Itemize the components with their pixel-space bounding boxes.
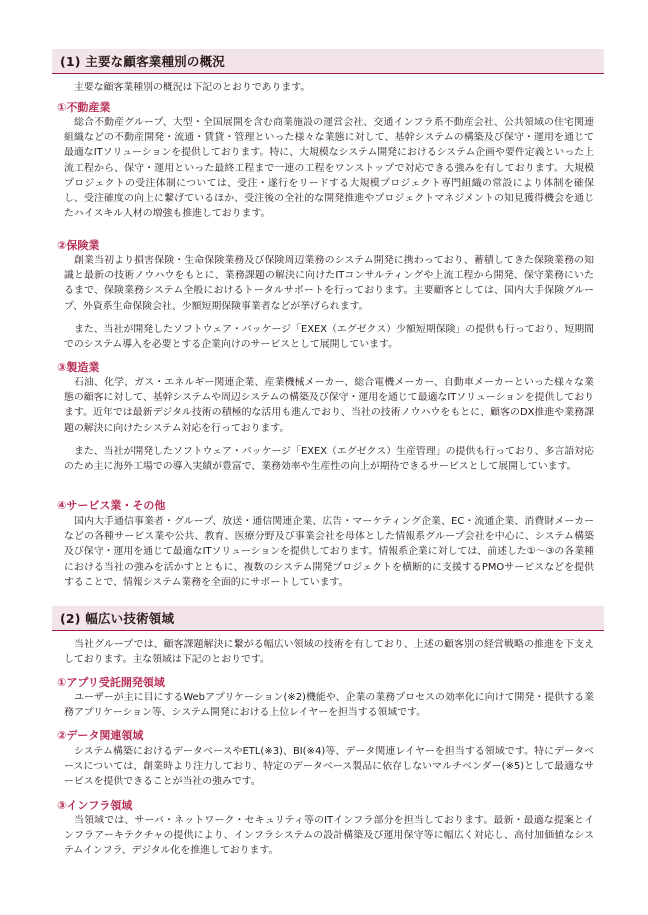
body-paragraph: 国内大手通信事業者・グループ、放送・通信関連企業、広告・マーケティング企業、EC・流通企業、消費財メーカーなどの各種サービス業や公共、教育、医療分野及び事業会社を母体とした情報系グループ会社を中心に、システム構築及び保守・運用を通じて最適なITソリューションを提供しております。情報系企業に対しては、前述した①～③の各業種における当社の強みを活かすとともに、複数のシステム開発プロジェクトを横断的に支援するPMOサービスなどを提供することで、情報システム業務を全面的にサポートしています。 bbox=[64, 516, 594, 588]
subsection-title: ①不動産業 bbox=[57, 101, 111, 114]
subsection-title: ②データ関連領域 bbox=[57, 729, 144, 742]
body-paragraph: システム構築におけるデータベースやETL(※3)、BI(※4)等、データ関連レイヤーを担当する領域です。特にデータベースについては、創業時より注力しており、特定のデータベース製品に依存しないマルチベンダー(※5)として最適なサービスを提供できることが当社の強みです。 bbox=[64, 746, 594, 788]
section-intro: 当社グループでは、顧客課題解決に繋がる幅広い領域の技術を有しており、上述の顧客別の経営戦略の推進を下支えしております。主な領域は下記のとおりです。 bbox=[64, 639, 594, 666]
body-paragraph: 創業当初より損害保険・生命保険業務及び保険周辺業務のシステム開発に携わっており、蓄積してきた保険業務の知識と最新の技術ノウハウをもとに、業務課題の解決に向けたITコンサルティングや上流工程から開発、保守業務にいたるまで、保険業務システム全般におけるトータルサポートを行っております。主要顧客としては、国内大手保険グループ、外資系生命保険会社、少額短期保険事業者などが挙げられます。 bbox=[64, 255, 594, 312]
section-heading-text: (1) 主要な顧客業種別の概況 bbox=[60, 54, 225, 69]
section-heading-text: (2) 幅広い技術領域 bbox=[60, 611, 175, 626]
body-paragraph: 総合不動産グループ、大型・全国展開を含む商業施設の運営会社、交通インフラ系不動産会社、公共領域の住宅関連組織などの不動産開発・流通・賃貸・管理といった様々な業態に対して、基幹システムの構築及び保守・運用を通じて最適なITソリューションを提供しております。特に、大規模なシステム開発におけるシステム企画や要件定義といった上流工程から、保守・運用といった最終工程まで一連の工程をワンストップで対応できる強みを有しております。大規模プロジェクトの受注体制については、受注・遂行をリードする大規模プロジェクト専門組織の常設により体制を確保し、受注確度の向上に繋げているほか、受注後の全社的な開発推進やプロジェクトマネジメントの知見獲得機会を通じたハイスキル人材の増強も推進しております。 bbox=[64, 117, 594, 220]
subsection-title: ③インフラ領域 bbox=[57, 799, 133, 812]
section-intro: 主要な顧客業種別の概況は下記のとおりであります。 bbox=[74, 82, 311, 93]
section-heading bbox=[52, 606, 604, 631]
subsection-title: ③製造業 bbox=[57, 361, 100, 374]
body-paragraph: また、当社が開発したソフトウェア・パッケージ「EXEX（エグゼクス）少額短期保険」の提供も行っており、短期間でのシステム導入を必要とする企業向けのサービスとして展開しています。 bbox=[64, 324, 594, 351]
section-heading bbox=[52, 49, 604, 74]
body-paragraph: また、当社が開発したソフトウェア・パッケージ「EXEX（エグゼクス）生産管理」の提供も行っており、多言語対応のため主に海外工場での導入実績が豊富で、業務効率や生産性の向上が期待できるサービスとして展開しています。 bbox=[64, 446, 594, 473]
subsection-title: ①アプリ受託開発領域 bbox=[57, 676, 165, 689]
subsection-title: ④サービス業・その他 bbox=[57, 499, 166, 512]
body-paragraph: 石油、化学、ガス・エネルギー関連企業、産業機械メーカー、総合電機メーカー、自動車メーカーといった様々な業態の顧客に対して、基幹システムや周辺システムの構築及び保守・運用を通じて最適なITソリューションを提供しております。近年では最新デジタル技術の積極的な活用も進んでおり、当社の技術ノウハウをもとに、顧客のDX推進や業務課題の解決に向けたシステム対応を行っております。 bbox=[64, 377, 594, 434]
body-paragraph: ユーザーが主に目にするWebアプリケーション(※2)機能や、企業の業務プロセスの効率化に向けて開発・提供する業務アプリケーション等、システム開発における上位レイヤーを担当する領域です。 bbox=[64, 692, 594, 719]
subsection-title: ②保険業 bbox=[57, 239, 100, 252]
body-paragraph: 当領域では、サーバ・ネットワーク・セキュリティ等のITインフラ部分を担当しております。最新・最適な提案とインフラアーキテクチャの提供により、インフラシステムの設計構築及び運用保守等に幅広く対応し、高付加価値なシステムインフラ、デジタル化を推進しております。 bbox=[64, 815, 594, 857]
